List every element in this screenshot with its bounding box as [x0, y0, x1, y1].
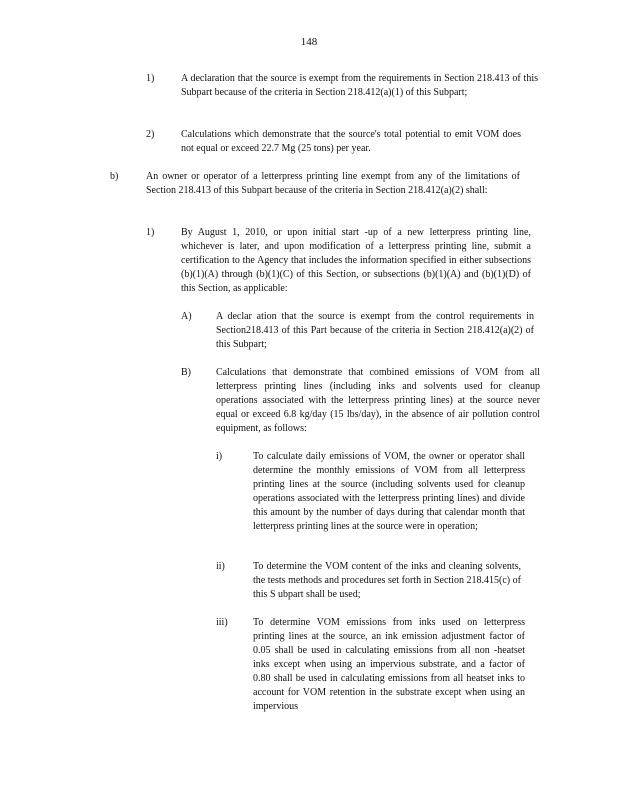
paragraph: A declaration that the source is exempt from the requirements in Section 218.413 of this Subpart because of the criteria in Section 218.412(a)(1) of this Subpart;	[181, 73, 538, 98]
paragraph: By August 1, 2010, or upon initial start -up of a new letterpress printing line, whichever is later, and upon modification of a letterpress printing line, submit a certification to the Agency that includes the information specified in either subsections (b)(1)(A) through (b)(1)(C) of this Section, or subsections (b)(1)(A) and (b)(1)(D) of this Section, as applicable:	[181, 227, 531, 294]
item-label: A)	[181, 311, 192, 322]
item-label: i)	[216, 451, 223, 462]
item-label: b)	[110, 171, 119, 182]
paragraph: To determine VOM emissions from inks used on letterpress printing lines at the source, an ink emission adjustment factor of 0.05 shall be used in calculating emissions from all non -heatset inks except when using an impervious substrate, and a factor of 0.80 shall be used in calculating emissions from all heatset inks to account for VOM retention in the substrate except when using an impervious	[253, 617, 525, 712]
item-label: 1)	[146, 73, 155, 84]
paragraph: An owner or operator of a letterpress printing line exempt from any of the limitations of Section 218.413 of this Subpart because of the criteria in Section 218.412(a)(2) shall:	[146, 171, 520, 196]
page-number: 148	[300, 36, 318, 48]
paragraph: To calculate daily emissions of VOM, the owner or operator shall determine the monthly emissions of VOM from all letterpress printing lines at the source (including solvents used for cleanup operations associated with the letterpress printing lines) and divide this amount by the number of days during that calendar month that letterpress printing lines at the source were in operation;	[253, 451, 525, 532]
item-label: 2)	[146, 129, 155, 140]
item-label: ii)	[216, 561, 225, 572]
paragraph: Calculations that demonstrate that combined emissions of VOM from all letterpress printing lines (including inks and solvents used for cleanup operations associated with the letterpress printing lines) at the source never equal or exceed 6.8 kg/day (15 lbs/day), in the absence of air pollution control equipment, as follows:	[216, 367, 540, 434]
item-label: iii)	[216, 617, 228, 628]
item-label: B)	[181, 367, 191, 378]
item-label: 1)	[146, 227, 155, 238]
paragraph: Calculations which demonstrate that the source's total potential to emit VOM does not equal or exceed 22.7 Mg (25 tons) per year.	[181, 129, 521, 154]
paragraph: A declar ation that the source is exempt from the control requirements in Section218.413 of this Part because of the criteria in Section 218.412(a)(2) of this Subpart;	[216, 311, 534, 350]
paragraph: To determine the VOM content of the inks and cleaning solvents, the tests methods and procedures set forth in Section 218.415(c) of this S ubpart shall be used;	[253, 561, 521, 600]
